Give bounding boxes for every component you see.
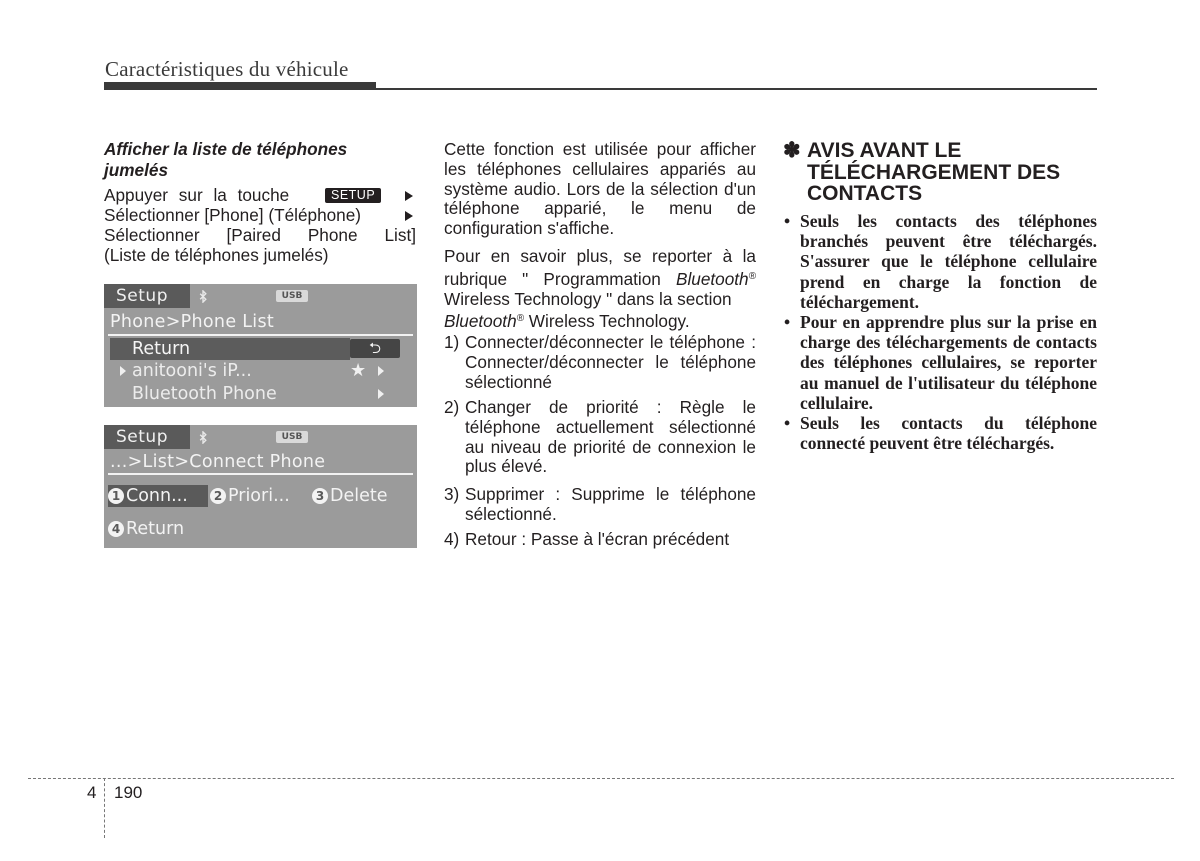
list-item-text: Retour : Passe à l'écran précédent bbox=[465, 529, 730, 549]
bullet-text: Seuls les contacts des téléphones branchés peuvent être téléchargés. S'assurer que le téléphone cellulaire prend en charge la fonction de téléchargement. bbox=[800, 211, 1097, 312]
favorite-star-icon: ★ bbox=[350, 360, 367, 381]
list-item bbox=[444, 485, 756, 525]
notice-heading bbox=[783, 140, 1103, 205]
bullet-item bbox=[784, 312, 1097, 413]
instruction-line-2 bbox=[104, 205, 416, 226]
reference-text bbox=[444, 247, 756, 332]
lcd-option-return[interactable] bbox=[108, 518, 184, 540]
instruction-line-1 bbox=[104, 185, 416, 206]
section-heading-line1: Afficher la liste de téléphones bbox=[104, 139, 348, 159]
arrow-right-icon bbox=[405, 191, 413, 201]
bullet-marker: • bbox=[784, 312, 791, 333]
bullet-marker: • bbox=[784, 413, 791, 434]
lcd-option-label: Delete bbox=[330, 486, 388, 506]
bullet-item bbox=[784, 211, 1097, 312]
number-3-icon: 3 bbox=[312, 488, 328, 504]
bullet-marker: • bbox=[784, 211, 791, 231]
lcd-status-bar bbox=[104, 284, 417, 308]
lcd-breadcrumb: ...>List>Connect Phone bbox=[110, 452, 326, 472]
header-rule bbox=[104, 88, 1097, 90]
list-item-text: Connecter/déconnecter le téléphone : Connecter/déconnecter le téléphone sélectionné bbox=[465, 332, 756, 392]
lcd-setup-tab: Setup bbox=[104, 425, 190, 449]
lcd-option-label: Conn... bbox=[126, 486, 188, 506]
lcd-option-delete[interactable] bbox=[312, 485, 388, 507]
lcd-setup-tab: Setup bbox=[104, 284, 190, 308]
lcd-item-label: anitooni's iP... bbox=[132, 361, 252, 381]
selector-arrow-icon bbox=[120, 366, 126, 376]
lcd-item-bluetooth-phone[interactable] bbox=[110, 383, 400, 405]
lcd-screen-phone-list bbox=[104, 284, 417, 407]
list-item bbox=[444, 333, 756, 392]
bullet-text: Pour en apprendre plus sur la prise en charge des téléchargements de contacts des téléphones cellulaires, se reporter au manuel de l'utilisateur du téléphone cellulaire. bbox=[800, 312, 1097, 413]
list-item-text: Changer de priorité : Règle le téléphone actuellement sélectionné au niveau de priorité de connexion le plus élevé. bbox=[465, 397, 756, 477]
bluetooth-term: Bluetooth bbox=[444, 311, 517, 332]
list-item-number: 2) bbox=[444, 397, 460, 417]
bluetooth-icon bbox=[197, 431, 209, 444]
asterisk-icon: ✽ bbox=[783, 139, 801, 162]
footer-vertical-divider bbox=[104, 778, 105, 838]
page-header-title: Caractéristiques du véhicule bbox=[105, 57, 349, 81]
bullet-item bbox=[784, 413, 1097, 453]
list-item bbox=[444, 530, 756, 550]
number-4-icon: 4 bbox=[108, 521, 124, 537]
lcd-divider bbox=[108, 334, 413, 336]
section-heading-line2: jumelés bbox=[104, 160, 169, 180]
lcd-option-label: Return bbox=[126, 519, 185, 539]
lcd-option-connect[interactable] bbox=[108, 485, 208, 507]
lcd-option-priority[interactable] bbox=[210, 485, 290, 507]
lcd-breadcrumb: Phone>Phone List bbox=[110, 312, 275, 332]
chevron-right-icon bbox=[378, 389, 384, 399]
bluetooth-term: Bluetooth bbox=[675, 268, 749, 289]
bullet-text: Seuls les contacts du téléphone connecté peuvent être téléchargés. bbox=[800, 413, 1097, 454]
list-item-number: 1) bbox=[444, 332, 460, 352]
lcd-divider bbox=[108, 473, 413, 475]
section-heading bbox=[104, 139, 416, 181]
intro-paragraph bbox=[444, 140, 756, 239]
number-1-icon: 1 bbox=[108, 488, 124, 504]
lcd-item-label: Return bbox=[132, 339, 191, 359]
reference-text-part: Pour en savoir plus, se reporter à la rubrique " Programmation bbox=[444, 246, 756, 289]
list-item-text: Supprimer : Supprime le téléphone sélectionné. bbox=[465, 484, 756, 524]
registered-mark: ® bbox=[748, 270, 756, 282]
intro-text: Cette fonction est utilisée pour afficher les téléphones cellulaires appariés au système audio. Lors de la sélection d'un téléphone apparié, le menu de configuration s'affiche. bbox=[444, 139, 756, 239]
notice-bullet-list bbox=[784, 211, 1097, 453]
list-item bbox=[444, 398, 756, 477]
list-item-number: 4) bbox=[444, 529, 460, 549]
number-2-icon: 2 bbox=[210, 488, 226, 504]
chapter-number: 4 bbox=[87, 783, 97, 802]
instruction-line-3: Sélectionner [Paired Phone List] bbox=[104, 225, 416, 245]
usb-icon: USB bbox=[276, 290, 308, 302]
arrow-right-icon bbox=[405, 211, 413, 221]
reference-text-part: Wireless Technology " dans la section bbox=[444, 288, 732, 309]
lcd-item-label: Bluetooth Phone bbox=[132, 384, 277, 404]
usb-icon: USB bbox=[276, 431, 308, 443]
lcd-item-return[interactable] bbox=[110, 338, 350, 360]
chevron-right-icon bbox=[378, 366, 384, 376]
bluetooth-icon bbox=[197, 290, 209, 303]
instruction-line-4: (Liste de téléphones jumelés) bbox=[104, 245, 329, 265]
lcd-option-label: Priori... bbox=[228, 486, 290, 506]
lcd-status-bar bbox=[104, 425, 417, 449]
lcd-screen-connect-phone bbox=[104, 425, 417, 548]
instruction-text: Sélectionner [Phone] (Téléphone) bbox=[104, 205, 362, 225]
notice-heading-text: AVIS AVANT LE TÉLÉCHARGEMENT DES CONTACTS bbox=[807, 139, 1061, 205]
instruction-text: Appuyer sur la touche bbox=[104, 185, 290, 205]
lcd-item-paired-phone[interactable] bbox=[110, 360, 400, 382]
page-number: 190 bbox=[114, 783, 143, 802]
list-item-number: 3) bbox=[444, 484, 460, 504]
setup-key-badge: SETUP bbox=[325, 188, 381, 203]
registered-mark: ® bbox=[516, 313, 525, 325]
reference-paragraph bbox=[444, 247, 756, 332]
back-arrow-icon[interactable]: ⮌ bbox=[350, 339, 400, 358]
footer-divider bbox=[28, 778, 1174, 779]
reference-text-part: Wireless Technology. bbox=[524, 311, 690, 332]
